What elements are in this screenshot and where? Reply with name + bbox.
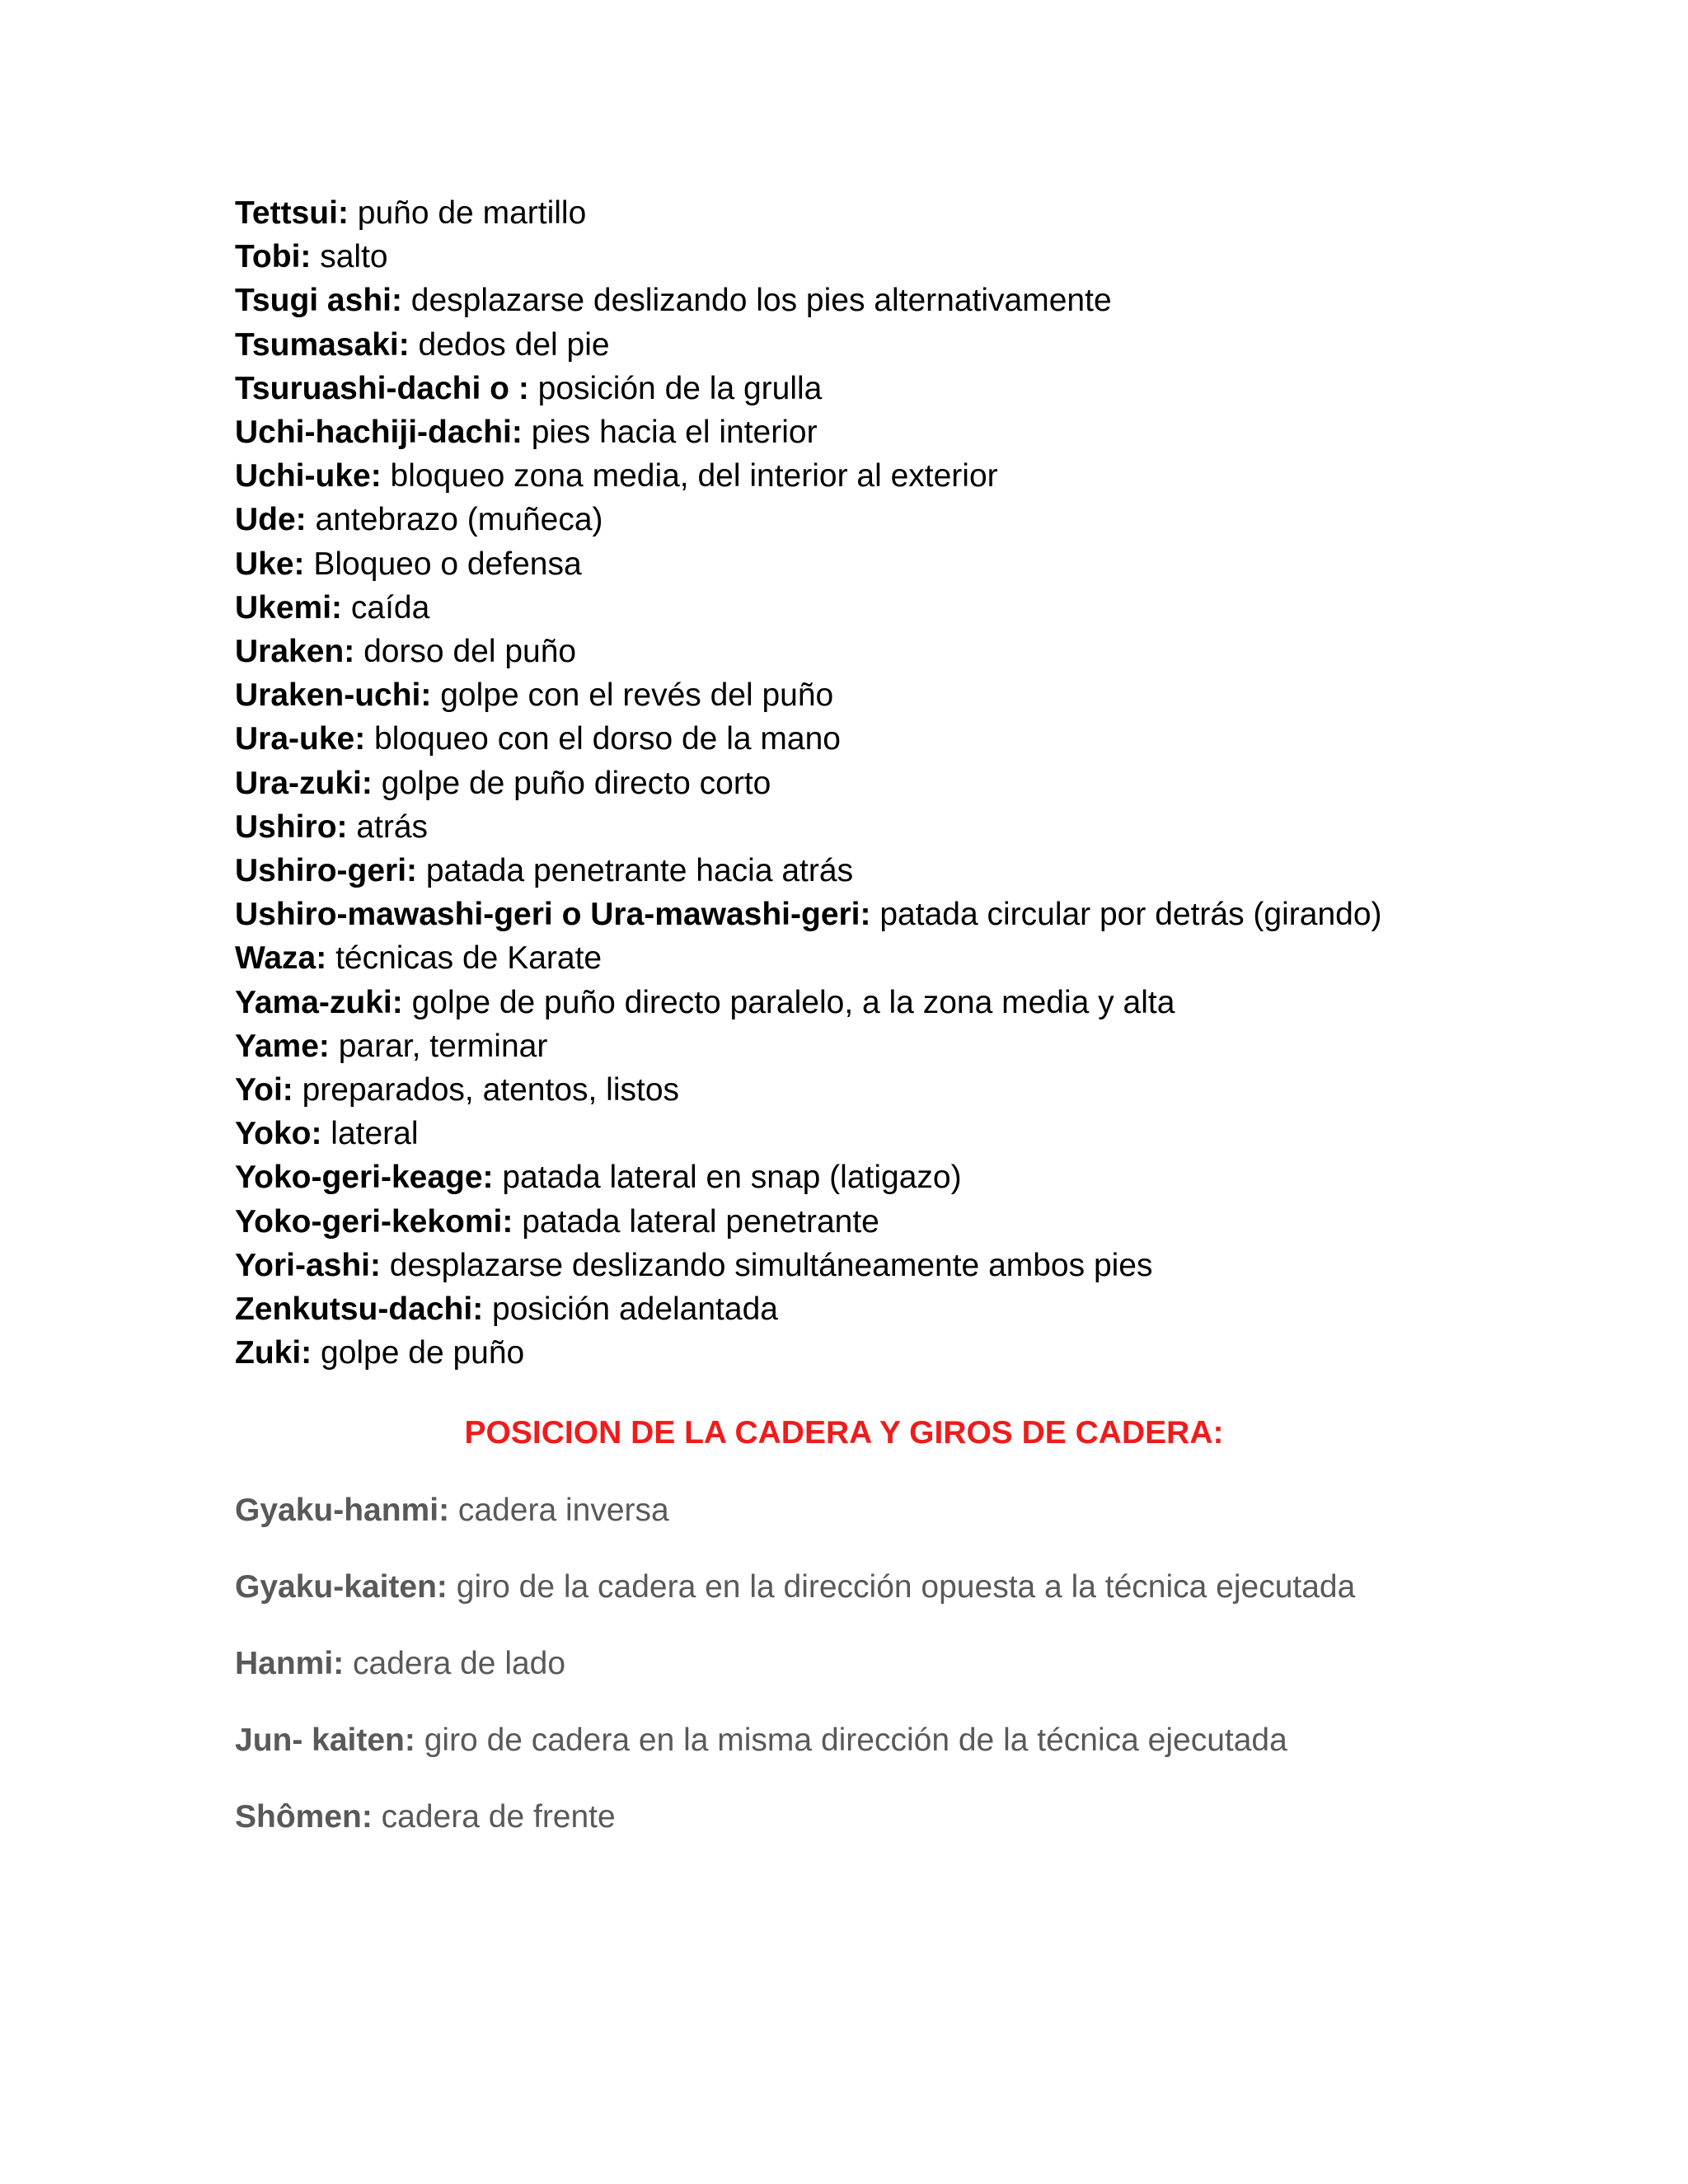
glossary-entry	[235, 191, 1595, 235]
glossary-entry	[235, 1024, 1595, 1068]
glossary-definition: patada lateral en snap (latigazo)	[493, 1160, 962, 1196]
glossary-definition: desplazarse deslizando simultáneamente ambos pies	[380, 1247, 1153, 1283]
glossary-term: Yoi:	[235, 1072, 293, 1108]
glossary-entry	[235, 542, 1595, 586]
glossary-term: Uraken-uchi:	[235, 677, 432, 714]
glossary-definition: antebrazo (muñeca)	[306, 502, 603, 538]
section-heading: POSICION DE LA CADERA Y GIROS DE CADERA:	[464, 1415, 1224, 1451]
glossary-definition: posición de la grulla	[528, 370, 823, 406]
glossary-definition: atrás	[347, 808, 429, 845]
glossary-entry	[235, 762, 1595, 805]
glossary-entry	[235, 498, 1595, 541]
glossary-term: Yoko:	[235, 1116, 322, 1152]
glossary-entry	[235, 673, 1595, 717]
glossary-definition: lateral	[321, 1116, 419, 1152]
glossary-definition: golpe de puño	[312, 1335, 525, 1371]
glossary-entry	[235, 1331, 1595, 1375]
glossary-term: Uchi-hachiji-dachi:	[235, 415, 523, 451]
glossary-term: Zuki:	[235, 1335, 312, 1371]
glossary-definition: desplazarse deslizando los pies alternativamente	[401, 283, 1112, 319]
glossary-definition: dorso del puño	[354, 634, 577, 670]
glossary-definition: golpe con el revés del puño	[431, 677, 834, 714]
hip-term: Gyaku-hanmi:	[235, 1493, 450, 1528]
glossary-entry	[235, 849, 1595, 893]
glossary-entry	[235, 1155, 1595, 1199]
glossary-definition: puño de martillo	[348, 195, 587, 231]
glossary-entry	[235, 323, 1595, 367]
glossary-entry	[235, 279, 1595, 322]
glossary-term: Yori-ashi:	[235, 1247, 381, 1283]
glossary-entry	[235, 1112, 1595, 1155]
glossary-entry	[235, 981, 1595, 1024]
hip-definition: giro de cadera en la misma dirección de la técnica ejecutada	[415, 1722, 1287, 1758]
hip-definition: giro de la cadera en la dirección opuesta a la técnica ejecutada	[447, 1569, 1356, 1605]
glossary-term: Ude:	[235, 502, 307, 538]
glossary-entry	[235, 805, 1595, 849]
glossary-entry	[235, 454, 1595, 498]
glossary-definition: patada penetrante hacia atrás	[417, 853, 854, 889]
hip-entry	[235, 1795, 1595, 1839]
hip-term: Gyaku-kaiten:	[235, 1569, 448, 1605]
glossary-term: Uchi-uke:	[235, 458, 382, 494]
glossary-term: Tsuruashi-dachi o :	[235, 370, 529, 406]
glossary-definition: preparados, atentos, listos	[293, 1072, 680, 1108]
hip-entry	[235, 1642, 1595, 1685]
hip-entry	[235, 1488, 1595, 1532]
glossary-entry	[235, 893, 1595, 936]
glossary-term: Zenkutsu-dachi:	[235, 1291, 484, 1328]
glossary-term: Tobi:	[235, 239, 312, 275]
glossary-term: Ura-zuki:	[235, 765, 373, 801]
hip-term: Shômen:	[235, 1799, 373, 1835]
glossary-definition: patada circular por detrás (girando)	[870, 897, 1382, 933]
glossary-term: Ukemi:	[235, 589, 343, 626]
glossary-term: Uraken:	[235, 634, 355, 670]
glossary-definition: patada lateral penetrante	[513, 1203, 879, 1240]
glossary-list	[235, 191, 1595, 1375]
glossary-definition: técnicas de Karate	[326, 940, 603, 977]
glossary-definition: bloqueo con el dorso de la mano	[365, 721, 841, 757]
glossary-definition: posición adelantada	[483, 1291, 778, 1328]
glossary-definition: golpe de puño directo corto	[372, 765, 771, 801]
glossary-entry	[235, 936, 1595, 980]
glossary-definition: parar, terminar	[329, 1028, 548, 1064]
glossary-entry	[235, 235, 1595, 279]
glossary-term: Tsumasaki:	[235, 326, 410, 363]
glossary-entry	[235, 630, 1595, 673]
glossary-term: Yame:	[235, 1028, 330, 1064]
hip-entry	[235, 1718, 1595, 1762]
hip-definition: cadera inversa	[449, 1493, 669, 1528]
glossary-definition: pies hacia el interior	[522, 415, 818, 451]
hip-definition: cadera de frente	[372, 1799, 616, 1835]
glossary-definition: Bloqueo o defensa	[304, 546, 582, 582]
hip-definition: cadera de lado	[344, 1646, 566, 1681]
hip-entry	[235, 1565, 1595, 1609]
glossary-entry	[235, 1200, 1595, 1244]
glossary-term: Ura-uke:	[235, 721, 366, 757]
glossary-term: Yoko-geri-keage:	[235, 1160, 494, 1196]
glossary-term: Tsugi ashi:	[235, 283, 402, 319]
hip-term: Jun- kaiten:	[235, 1722, 415, 1758]
glossary-definition: salto	[311, 239, 388, 275]
hip-term: Hanmi:	[235, 1646, 345, 1681]
glossary-entry	[235, 1244, 1595, 1287]
glossary-term: Tettsui:	[235, 195, 349, 231]
glossary-term: Yoko-geri-kekomi:	[235, 1203, 513, 1240]
glossary-entry	[235, 1287, 1595, 1331]
glossary-definition: bloqueo zona media, del interior al exterior	[381, 458, 998, 494]
glossary-definition: golpe de puño directo paralelo, a la zona media y alta	[402, 984, 1175, 1020]
glossary-entry	[235, 1068, 1595, 1112]
glossary-term: Yama-zuki:	[235, 984, 403, 1020]
glossary-entry	[235, 717, 1595, 761]
glossary-term: Waza:	[235, 940, 327, 977]
glossary-entry	[235, 410, 1595, 454]
glossary-term: Uke:	[235, 546, 305, 582]
glossary-entry	[235, 586, 1595, 630]
glossary-definition: dedos del pie	[409, 326, 610, 363]
glossary-definition: caída	[342, 589, 430, 626]
hip-positions-list	[235, 1488, 1595, 1872]
glossary-entry	[235, 367, 1595, 410]
glossary-term: Ushiro:	[235, 808, 348, 845]
glossary-term: Ushiro-mawashi-geri o Ura-mawashi-geri:	[235, 897, 871, 933]
glossary-term: Ushiro-geri:	[235, 853, 418, 889]
